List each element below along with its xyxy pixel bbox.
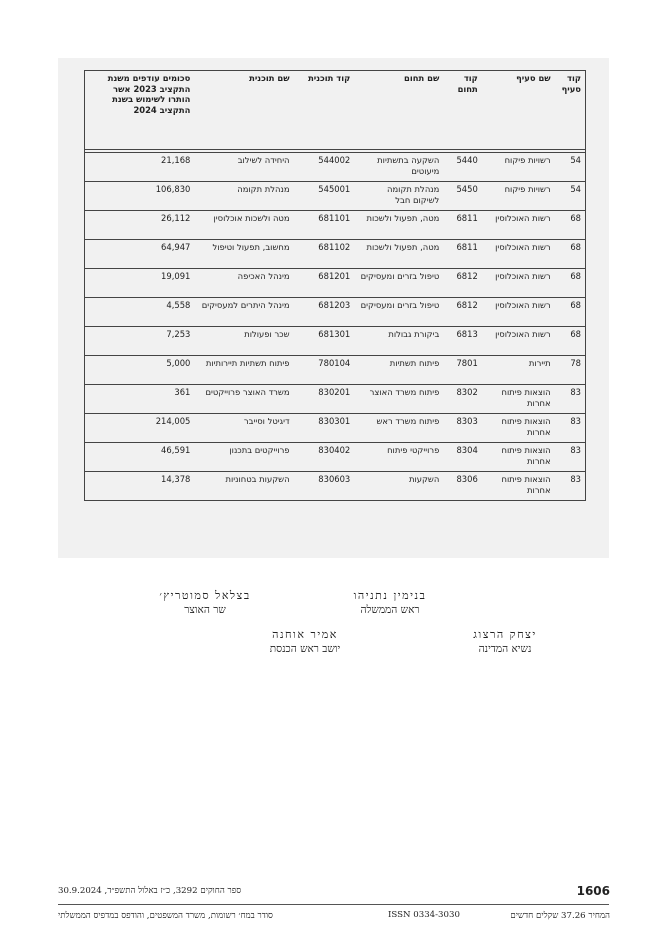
cell-domain-name: השקעות: [354, 472, 443, 501]
cell-section-name: רשות האוכלוסין: [482, 269, 555, 298]
cell-program-name: מינהל היתרים למעסיקים: [194, 298, 293, 327]
cell-surplus-amount: 64,947: [85, 240, 195, 269]
cell-surplus-amount: 46,591: [85, 443, 195, 472]
cell-program-name: מחשוב, תפעול וטיפול: [194, 240, 293, 269]
cell-program-name: השקעות בטחוניות: [194, 472, 293, 501]
cell-surplus-amount: 19,091: [85, 269, 195, 298]
table-row: [85, 356, 586, 385]
cell-domain-name: השקעה בתשתיות מיעוטים: [354, 153, 443, 182]
cell-domain-code: 6812: [443, 269, 481, 298]
cell-domain-name: מנהלת תקומה לשיקום חבל: [354, 182, 443, 211]
cell-section-code: 78: [555, 356, 586, 385]
cell-domain-code: 6813: [443, 327, 481, 356]
cell-section-code: 68: [555, 298, 586, 327]
cell-domain-name: מטה, תפעול ולשכות: [354, 211, 443, 240]
price-line: המחיר 37.26 שקלים חדשים: [510, 911, 610, 921]
cell-surplus-amount: 106,830: [85, 182, 195, 211]
table-row: [85, 385, 586, 414]
signatory-name: בנימין נתניהו: [353, 589, 427, 602]
cell-domain-code: 6811: [443, 211, 481, 240]
cell-program-name: מנהלת תקומה: [194, 182, 293, 211]
signatory-name: אמיר אוחנה: [272, 628, 338, 641]
cell-program-code: 830301: [294, 414, 355, 443]
cell-program-code: 830201: [294, 385, 355, 414]
cell-domain-name: טיפול בזרים ומעסיקים: [354, 269, 443, 298]
cell-program-code: 830402: [294, 443, 355, 472]
cell-program-code: 545001: [294, 182, 355, 211]
table-row: [85, 414, 586, 443]
cell-program-name: מטה ולשכות אוכלוסין: [194, 211, 293, 240]
cell-program-code: 681101: [294, 211, 355, 240]
cell-program-code: 681102: [294, 240, 355, 269]
cell-section-code: 54: [555, 182, 586, 211]
cell-domain-code: 6811: [443, 240, 481, 269]
header-section-code: קוד סעיף: [555, 71, 586, 150]
cell-surplus-amount: 21,168: [85, 153, 195, 182]
header-program-name: שם תוכנית: [194, 71, 293, 150]
cell-domain-name: פרוייקטי פיתוח: [354, 443, 443, 472]
table-row: [85, 211, 586, 240]
cell-domain-code: 8303: [443, 414, 481, 443]
signatory-title: יושב ראש הכנסת: [269, 643, 341, 655]
page-number: 1606: [576, 884, 610, 898]
table-row: [85, 240, 586, 269]
signatory-title: נשיא המדינה: [478, 643, 532, 655]
cell-program-name: פרוייקטים בתכנון: [194, 443, 293, 472]
table-row: [85, 298, 586, 327]
signature-prime-minister: [320, 589, 460, 616]
table-row: [85, 153, 586, 182]
signature-knesset-speaker: [240, 628, 370, 655]
cell-surplus-amount: 214,005: [85, 414, 195, 443]
cell-section-code: 83: [555, 385, 586, 414]
cell-section-name: רשות האוכלוסין: [482, 211, 555, 240]
table-row: [85, 269, 586, 298]
header-section-name: שם סעיף: [482, 71, 555, 150]
cell-surplus-amount: 26,112: [85, 211, 195, 240]
cell-domain-code: 7801: [443, 356, 481, 385]
cell-program-name: דיגיטל וסייבר: [194, 414, 293, 443]
cell-section-name: רשות האוכלוסין: [482, 298, 555, 327]
cell-program-name: היחידה לשילוב: [194, 153, 293, 182]
table-row: [85, 182, 586, 211]
cell-program-name: שכר ופעולות: [194, 327, 293, 356]
header-domain-name: שם תחום: [354, 71, 443, 150]
header-domain-code: קוד תחום: [443, 71, 481, 150]
cell-section-name: הוצאות פיתוח אחרות: [482, 443, 555, 472]
cell-section-name: הוצאות פיתוח אחרות: [482, 414, 555, 443]
table-row: [85, 327, 586, 356]
cell-domain-name: טיפול בזרים ומעסיקים: [354, 298, 443, 327]
cell-program-name: מינהל האכיפה: [194, 269, 293, 298]
publication-line: ספר החוקים 3292, כ״ז באלול התשפ״ד, 30.9.2024: [58, 886, 242, 896]
signatory-name: יצחק הרצוג: [473, 628, 537, 641]
cell-domain-code: 8302: [443, 385, 481, 414]
cell-section-code: 68: [555, 269, 586, 298]
cell-domain-name: מטה, תפעול ולשכות: [354, 240, 443, 269]
signatory-title: ראש הממשלה: [360, 604, 420, 616]
cell-domain-code: 8306: [443, 472, 481, 501]
cell-section-name: תיירות: [482, 356, 555, 385]
cell-domain-name: פיתוח משרד ראש: [354, 414, 443, 443]
cell-section-code: 68: [555, 240, 586, 269]
signature-finance-minister: [140, 589, 270, 616]
cell-domain-name: פיתוח משרד האוצר: [354, 385, 443, 414]
table-row: [85, 443, 586, 472]
cell-program-code: 681301: [294, 327, 355, 356]
signature-president: [440, 628, 570, 655]
cell-domain-code: 8304: [443, 443, 481, 472]
header-program-code: קוד תוכנית: [294, 71, 355, 150]
header-surplus-amount: סכומים עודפים משנת התקציב 2023 אשר הותרו לשימוש בשנת התקציב 2024: [85, 71, 195, 150]
budget-surplus-table: [84, 70, 586, 501]
cell-section-name: הוצאות פיתוח אחרות: [482, 385, 555, 414]
cell-domain-name: ביקורת גבולות: [354, 327, 443, 356]
cell-section-name: רשות האוכלוסין: [482, 327, 555, 356]
issn-line: ISSN 0334-3030: [388, 910, 460, 920]
cell-surplus-amount: 14,378: [85, 472, 195, 501]
cell-section-code: 83: [555, 472, 586, 501]
cell-surplus-amount: 5,000: [85, 356, 195, 385]
cell-section-code: 68: [555, 211, 586, 240]
footer-divider: [58, 904, 609, 905]
cell-domain-name: פיתוח תשתיות: [354, 356, 443, 385]
publisher-line: סודר במח׳ רשומות, משרד המשפטים, והודפס במדפיס הממשלתי: [58, 911, 273, 921]
cell-section-code: 54: [555, 153, 586, 182]
cell-program-code: 544002: [294, 153, 355, 182]
cell-section-name: רשויות פיקוח: [482, 153, 555, 182]
cell-domain-code: 5440: [443, 153, 481, 182]
cell-program-name: פיתוח תשתיות תיירותיות: [194, 356, 293, 385]
cell-domain-code: 5450: [443, 182, 481, 211]
cell-surplus-amount: 4,558: [85, 298, 195, 327]
cell-section-name: רשות האוכלוסין: [482, 240, 555, 269]
cell-section-name: רשויות פיקוח: [482, 182, 555, 211]
cell-program-code: 830603: [294, 472, 355, 501]
cell-domain-code: 6812: [443, 298, 481, 327]
cell-program-code: 780104: [294, 356, 355, 385]
cell-surplus-amount: 361: [85, 385, 195, 414]
cell-program-name: משרד האוצר פרוייקטים: [194, 385, 293, 414]
signatory-name: בצלאל סמוטריץ׳: [159, 589, 251, 602]
cell-section-code: 68: [555, 327, 586, 356]
signatory-title: שר האוצר: [184, 604, 226, 616]
cell-section-code: 83: [555, 414, 586, 443]
table-header-row: [85, 71, 586, 150]
table-row: [85, 472, 586, 501]
cell-program-code: 681201: [294, 269, 355, 298]
cell-section-name: הוצאות פיתוח אחרות: [482, 472, 555, 501]
cell-section-code: 83: [555, 443, 586, 472]
cell-program-code: 681203: [294, 298, 355, 327]
cell-surplus-amount: 7,253: [85, 327, 195, 356]
